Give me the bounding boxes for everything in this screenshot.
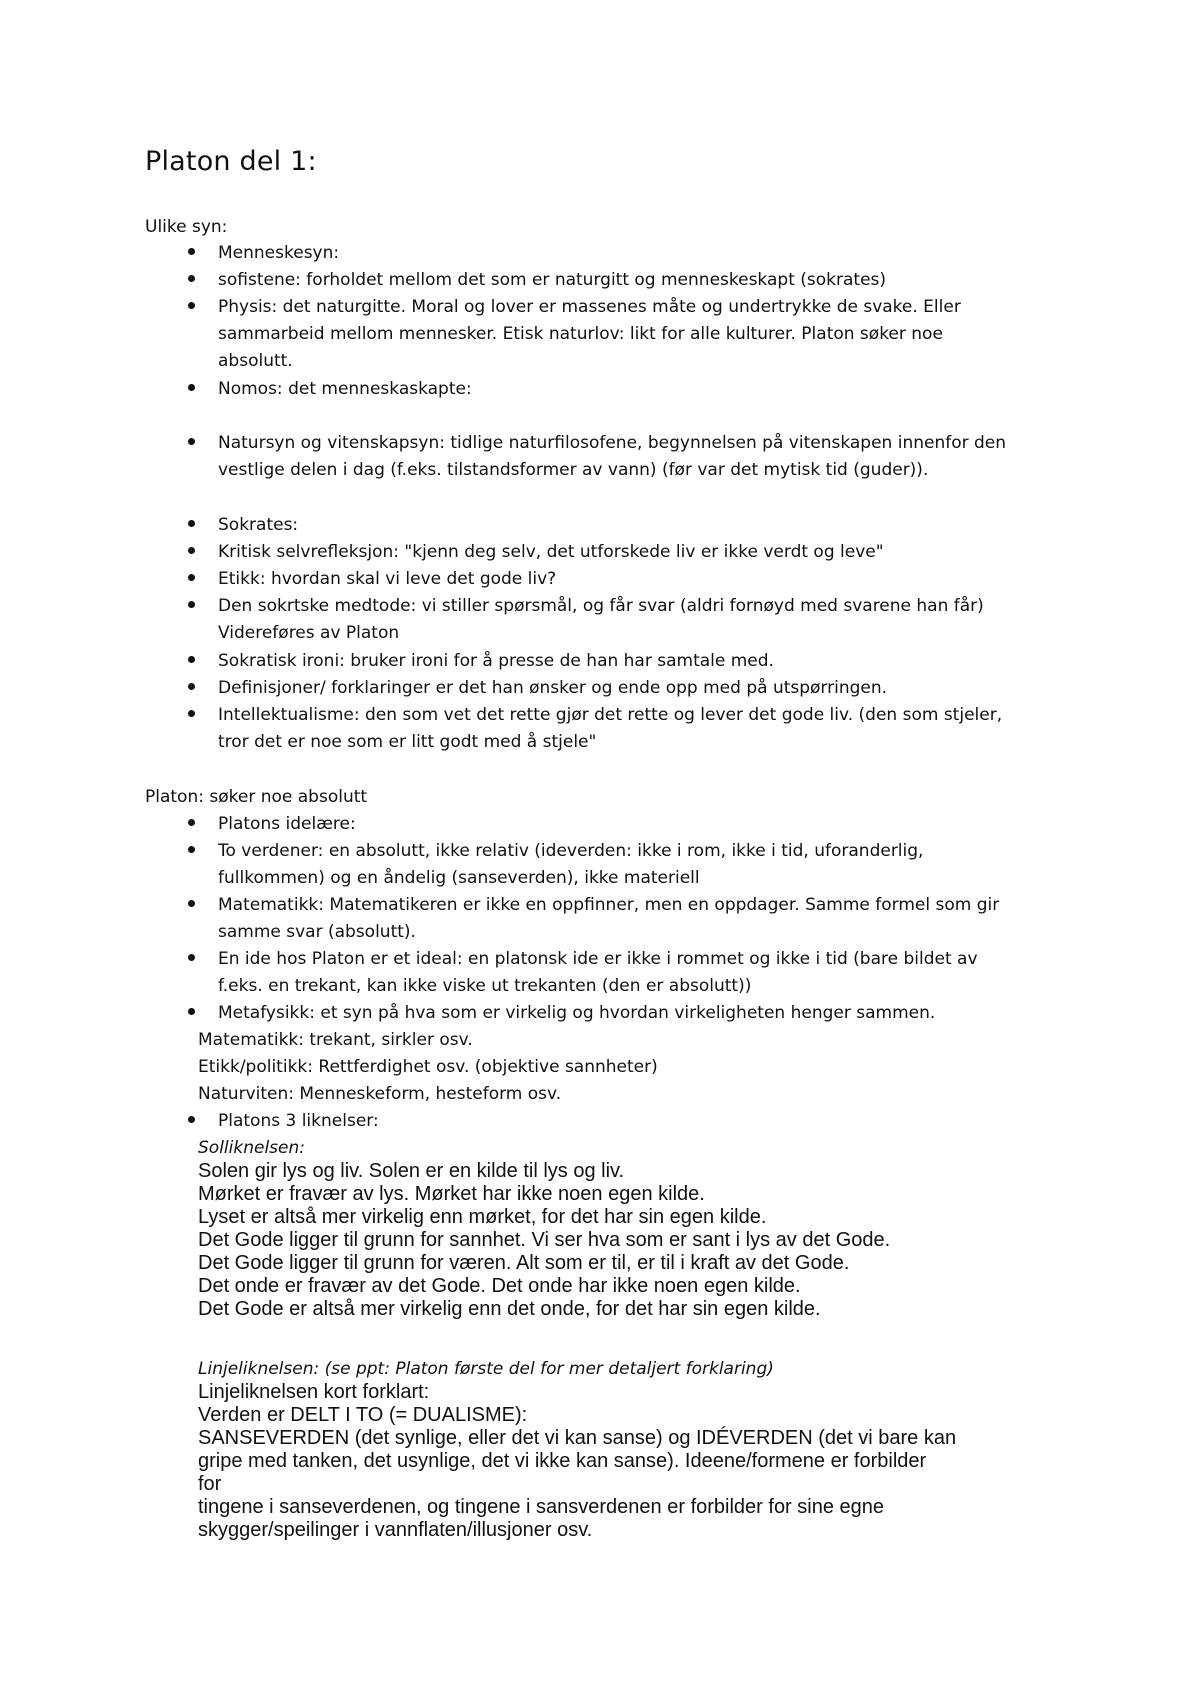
subsection-heading: Linjeliknelsen: (se ppt: Platon første del for mer detaljert forklaring) (198, 1359, 774, 1379)
list-item-text: To verdener: en absolutt, ikke relativ (ideverden: ikke i rom, ikke i tid, uforanderlig, (218, 841, 924, 861)
bullet-icon (188, 846, 195, 853)
list-item-text: Platons 3 liknelser: (218, 1111, 379, 1131)
paragraph-line: Solen gir lys og liv. Solen er en kilde til lys og liv. (198, 1160, 625, 1182)
bullet-icon (188, 574, 195, 581)
paragraph-line: tingene i sanseverdenen, og tingene i sansverdenen er forbilder for sine egne (198, 1496, 885, 1518)
bullet-icon (188, 656, 195, 663)
bullet-icon (188, 302, 195, 309)
list-item-text: En ide hos Platon er et ideal: en platonsk ide er ikke i rommet og ikke i tid (bare bildet av (218, 949, 978, 969)
list-item-text: absolutt. (218, 351, 293, 371)
sub-item-text: Etikk/politikk: Rettferdighet osv. (objektive sannheter) (198, 1057, 658, 1077)
bullet-icon (188, 275, 195, 282)
list-item-text: Videreføres av Platon (218, 623, 400, 643)
subsection-heading: Solliknelsen: (198, 1138, 305, 1158)
list-item-text: Natursyn og vitenskapsyn: tidlige naturfilosofene, begynnelsen på vitenskapen innenfor den (218, 433, 1007, 453)
list-item-text: Matematikk: Matematikeren er ikke en oppfinner, men en oppdager. Samme formel som gir (218, 895, 1000, 915)
paragraph-line: skygger/speilinger i vannflaten/illusjoner osv. (198, 1519, 593, 1541)
list-item-text: fullkommen) og en åndelig (sanseverden), ikke materiell (218, 868, 700, 888)
bullet-icon (188, 710, 195, 717)
list-item-text: Physis: det naturgitte. Moral og lover er massenes måte og undertrykke de svake. Eller (218, 297, 961, 317)
list-item-text: f.eks. en trekant, kan ikke viske ut trekanten (den er absolutt)) (218, 976, 752, 996)
paragraph-line: Det Gode ligger til grunn for væren. Alt som er til, er til i kraft av det Gode. (198, 1252, 850, 1274)
list-item-text: Sokrates: (218, 515, 299, 535)
bullet-icon (188, 520, 195, 527)
list-item-text: Den sokrtske medtode: vi stiller spørsmål, og får svar (aldri fornøyd med svarene han får) (218, 596, 984, 616)
paragraph-line: Linjeliknelsen kort forklart: (198, 1381, 430, 1403)
paragraph-line: for (198, 1473, 222, 1495)
paragraph-line: Verden er DELT I TO (= DUALISME): (198, 1404, 528, 1426)
list-item-text: vestlige delen i dag (f.eks. tilstandsformer av vann) (før var det mytisk tid (guder)). (218, 460, 929, 480)
list-item-text: Platons idelære: (218, 814, 356, 834)
bullet-icon (188, 683, 195, 690)
list-item-text: Metafysikk: et syn på hva som er virkelig og hvordan virkeligheten henger sammen. (218, 1003, 936, 1023)
bullet-icon (188, 900, 195, 907)
bullet-icon (188, 547, 195, 554)
bullet-icon (188, 438, 195, 445)
sub-item-text: Naturviten: Menneskeform, hesteform osv. (198, 1084, 562, 1104)
list-item-text: sofistene: forholdet mellom det som er naturgitt og menneskeskapt (sokrates) (218, 270, 887, 290)
list-item-text: Kritisk selvrefleksjon: "kjenn deg selv, det utforskede liv er ikke verdt og leve" (218, 542, 884, 562)
list-item-text: Sokratisk ironi: bruker ironi for å presse de han har samtale med. (218, 651, 774, 671)
list-item-text: samme svar (absolutt). (218, 922, 416, 942)
paragraph-line: SANSEVERDEN (det synlige, eller det vi kan sanse) og IDÉVERDEN (det vi bare kan (198, 1427, 957, 1449)
paragraph-line: gripe med tanken, det usynlige, det vi ikke kan sanse). Ideene/formene er forbilder (198, 1450, 927, 1472)
paragraph-line: Mørket er fravær av lys. Mørket har ikke noen egen kilde. (198, 1183, 705, 1205)
list-item-text: Nomos: det menneskaskapte: (218, 379, 472, 399)
section-heading: Ulike syn: (145, 217, 228, 237)
paragraph-line: Lyset er altså mer virkelig enn mørket, for det har sin egen kilde. (198, 1206, 767, 1228)
section-heading: Platon: søker noe absolutt (145, 787, 368, 807)
bullet-icon (188, 954, 195, 961)
bullet-icon (188, 1008, 195, 1015)
list-item-text: Definisjoner/ forklaringer er det han ønsker og ende opp med på utspørringen. (218, 678, 888, 698)
paragraph-line: Det Gode ligger til grunn for sannhet. Vi ser hva som er sant i lys av det Gode. (198, 1229, 891, 1251)
bullet-icon (188, 248, 195, 255)
paragraph-line: Det onde er fravær av det Gode. Det onde har ikke noen egen kilde. (198, 1275, 801, 1297)
bullet-icon (188, 384, 195, 391)
list-item-text: tror det er noe som er litt godt med å stjele" (218, 732, 597, 752)
sub-item-text: Matematikk: trekant, sirkler osv. (198, 1030, 473, 1050)
bullet-icon (188, 819, 195, 826)
bullet-icon (188, 601, 195, 608)
list-item-text: Intellektualisme: den som vet det rette gjør det rette og lever det gode liv. (den som stjeler, (218, 705, 1003, 725)
list-item-text: Etikk: hvordan skal vi leve det gode liv? (218, 569, 557, 589)
page-title: Platon del 1: (145, 146, 317, 177)
list-item-text: Menneskesyn: (218, 243, 340, 263)
list-item-text: sammarbeid mellom mennesker. Etisk naturlov: likt for alle kulturer. Platon søker noe (218, 324, 943, 344)
paragraph-line: Det Gode er altså mer virkelig enn det onde, for det har sin egen kilde. (198, 1298, 821, 1320)
bullet-icon (188, 1116, 195, 1123)
